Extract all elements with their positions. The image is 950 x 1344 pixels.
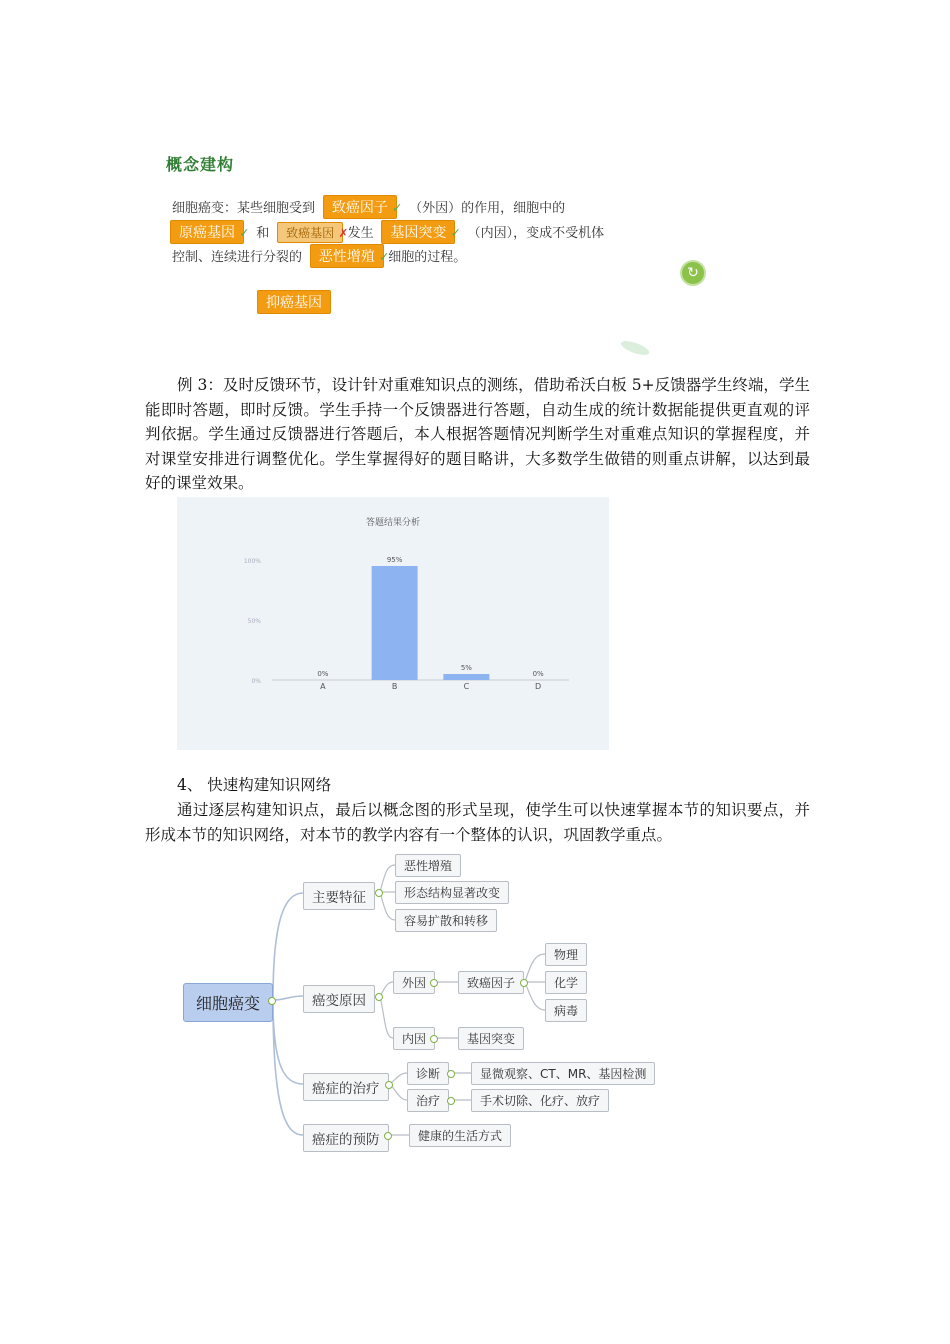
cross-icon: ✗ xyxy=(339,225,348,241)
node-carcinogen[interactable]: 致癌因子 xyxy=(458,971,524,994)
line3-post-text: 细胞的过程。 xyxy=(388,250,467,265)
check-icon: ✓ xyxy=(392,200,402,216)
bar-value-label: 5% xyxy=(460,664,472,672)
bar-b xyxy=(372,566,418,680)
bar-value-label: 95% xyxy=(386,556,403,564)
tag-proto-oncogene: 原癌基因 xyxy=(170,220,244,244)
node-internal-cause[interactable]: 内因 xyxy=(393,1027,435,1050)
feature-item[interactable]: 容易扩散和转移 xyxy=(395,909,497,932)
node-treat[interactable]: 治疗 xyxy=(407,1089,449,1112)
collapse-dot-icon[interactable] xyxy=(385,1081,393,1089)
tag-gene-mutation: 基因突变 xyxy=(381,220,455,244)
bar-value-label: 0% xyxy=(317,670,329,678)
paragraph-section-4: 通过逐层构建知识点，最后以概念图的形式呈现，使学生可以快速掌握本节的知识要点，并形成本节的知识网络，对本节的教学内容有一个整体的认识，巩固教学重点。 xyxy=(145,801,810,844)
line2-and-text: 和 xyxy=(256,226,270,241)
node-gene-mutation[interactable]: 基因突变 xyxy=(458,1027,524,1050)
factor-item[interactable]: 物理 xyxy=(545,943,587,966)
slide-line-1 xyxy=(172,195,565,219)
check-icon: ✓ xyxy=(451,225,460,241)
line1-pre-text: 细胞癌变：某些细胞受到 xyxy=(172,201,316,216)
tag-carcinogen: 致癌因子 xyxy=(323,195,397,219)
line2-happen-text: 发生 xyxy=(347,226,374,241)
x-tick-label: B xyxy=(391,682,398,691)
tag-suppressor-wrap xyxy=(257,290,331,314)
slide-line-2 xyxy=(170,220,604,244)
collapse-dot-icon[interactable] xyxy=(268,997,276,1005)
leaf-icon xyxy=(619,338,651,358)
collapse-dot-icon[interactable] xyxy=(430,979,438,987)
collapse-dot-icon[interactable] xyxy=(430,1035,438,1043)
slide-title: 概念建构 xyxy=(166,155,235,174)
check-icon: ✓ xyxy=(240,225,249,241)
node-causes[interactable]: 癌变原因 xyxy=(303,985,375,1013)
collapse-dot-icon[interactable] xyxy=(520,979,528,987)
node-treat-methods[interactable]: 手术切除、化疗、放疗 xyxy=(471,1089,609,1112)
bar-c xyxy=(443,674,489,680)
factor-item[interactable]: 化学 xyxy=(545,971,587,994)
x-tick-label: D xyxy=(535,682,542,691)
collapse-dot-icon[interactable] xyxy=(384,1132,392,1140)
answer-result-chart xyxy=(177,497,609,750)
feature-item[interactable]: 恶性增殖 xyxy=(395,854,461,877)
line3-pre-text: 控制、连续进行分裂的 xyxy=(172,250,303,265)
line1-post-text: （外因）的作用，细胞中的 xyxy=(409,201,566,216)
chart-title: 答题结果分析 xyxy=(365,518,421,528)
tag-oncogene: 致癌基因 xyxy=(277,222,343,243)
x-tick-label: C xyxy=(463,682,470,691)
tag-malignant-proliferation: 恶性增殖 xyxy=(310,244,384,268)
tag-tumor-suppressor[interactable]: 抑癌基因 xyxy=(257,290,331,314)
node-external-cause[interactable]: 外因 xyxy=(393,971,435,994)
node-main-features[interactable]: 主要特征 xyxy=(303,882,375,910)
knowledge-mindmap xyxy=(175,848,675,1153)
collapse-dot-icon[interactable] xyxy=(447,1097,455,1105)
check-icon: ✓ xyxy=(379,249,389,265)
y-tick-label: 100% xyxy=(243,558,261,565)
node-healthy-lifestyle[interactable]: 健康的生活方式 xyxy=(409,1124,511,1147)
slide-line-3 xyxy=(172,244,466,268)
section-4-heading: 4、 快速构建知识网络 xyxy=(177,776,332,794)
y-tick-label: 50% xyxy=(247,618,261,625)
line2-post-text: （内因），变成不受机体 xyxy=(467,226,605,241)
x-tick-label: A xyxy=(320,682,326,691)
y-tick-label: 0% xyxy=(251,678,261,685)
mindmap-root[interactable]: 细胞癌变 xyxy=(183,983,273,1022)
concept-slide xyxy=(160,140,700,370)
node-treatment[interactable]: 癌症的治疗 xyxy=(303,1073,389,1101)
collapse-dot-icon[interactable] xyxy=(375,993,383,1001)
factor-item[interactable]: 病毒 xyxy=(545,999,587,1022)
node-diagnose-methods[interactable]: 显微观察、CT、MR、基因检测 xyxy=(471,1062,655,1085)
replay-icon[interactable]: ↻ xyxy=(680,260,706,286)
node-diagnose[interactable]: 诊断 xyxy=(407,1062,449,1085)
bar-chart-svg xyxy=(177,497,609,750)
collapse-dot-icon[interactable] xyxy=(447,1070,455,1078)
collapse-dot-icon[interactable] xyxy=(375,889,383,897)
bar-value-label: 0% xyxy=(532,670,544,678)
node-prevention[interactable]: 癌症的预防 xyxy=(303,1124,389,1152)
paragraph-example-3: 例 3：及时反馈环节，设计针对重难知识点的测练，借助希沃白板 5+反馈器学生终端，学生能即时答题，即时反馈。学生手持一个反馈器进行答题，自动生成的统计数据能提供更直观的评判依据。学生通过反馈器进行答题后，本人根据答题情况判断学生对重难点知识的掌握程度，并对课堂安排进行调整优化。学生掌握得好的题目略讲，大多数学生做错的则重点讲解，以达到最好的课堂效果。 xyxy=(145,376,810,492)
feature-item[interactable]: 形态结构显著改变 xyxy=(395,881,509,904)
